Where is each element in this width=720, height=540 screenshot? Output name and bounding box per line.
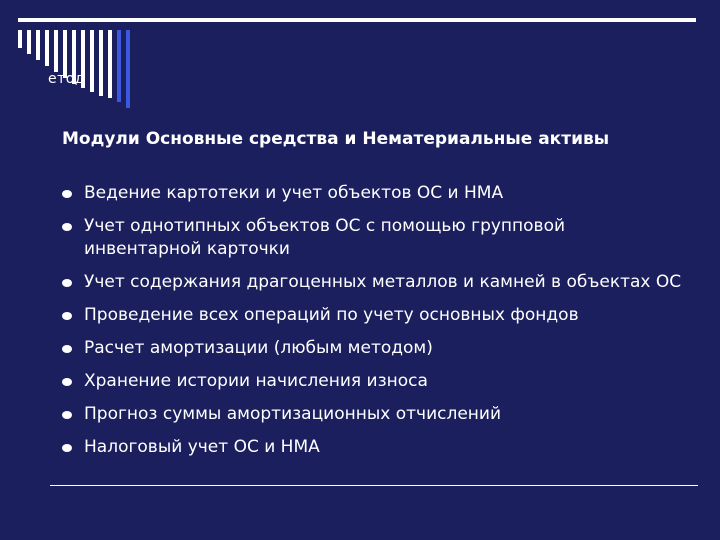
decor-bar [27,30,31,54]
bottom-divider [50,485,698,486]
bullet-item [62,182,682,205]
bullet-icon [62,190,72,198]
section-heading: Модули Основные средства и Нематериальные активы [62,129,610,149]
bullet-icon [62,279,72,287]
decor-bar [54,30,58,72]
bullet-text: Учет содержания драгоценных металлов и камней в объектах ОС [84,272,682,292]
bullet-text: Проведение всех операций по учету основных фондов [84,305,579,325]
bullet-icon [62,345,72,353]
decor-bar [90,30,94,92]
bullet-text: Учет однотипных объектов ОС с помощью групповой инвентарной карточки [84,216,566,259]
slide-title: етод [48,71,86,87]
bullet-item [62,436,682,459]
decor-bar [99,30,103,96]
bullet-item [62,337,682,360]
decor-bar [45,30,49,66]
bullet-icon [62,312,72,320]
decor-bar [18,30,22,48]
bullet-item [62,271,682,294]
decorative-bars [18,30,130,108]
decor-bar [36,30,40,60]
bullet-item [62,403,682,426]
bullet-text: Расчет амортизации (любым методом) [84,338,433,358]
decor-bar-accent [117,30,121,102]
bullet-item [62,215,682,261]
bullet-text: Прогноз суммы амортизационных отчислений [84,404,502,424]
bullet-icon [62,411,72,419]
top-divider [18,18,696,22]
bullet-item [62,304,682,327]
bullet-list [62,182,682,469]
decor-bar-accent [126,30,130,108]
bullet-text: Ведение картотеки и учет объектов ОС и НМА [84,183,504,203]
bullet-icon [62,444,72,452]
bullet-icon [62,223,72,231]
bullet-item [62,370,682,393]
bullet-text: Налоговый учет ОС и НМА [84,437,320,457]
decor-bar [108,30,112,98]
bullet-text: Хранение истории начисления износа [84,371,428,391]
bullet-icon [62,378,72,386]
